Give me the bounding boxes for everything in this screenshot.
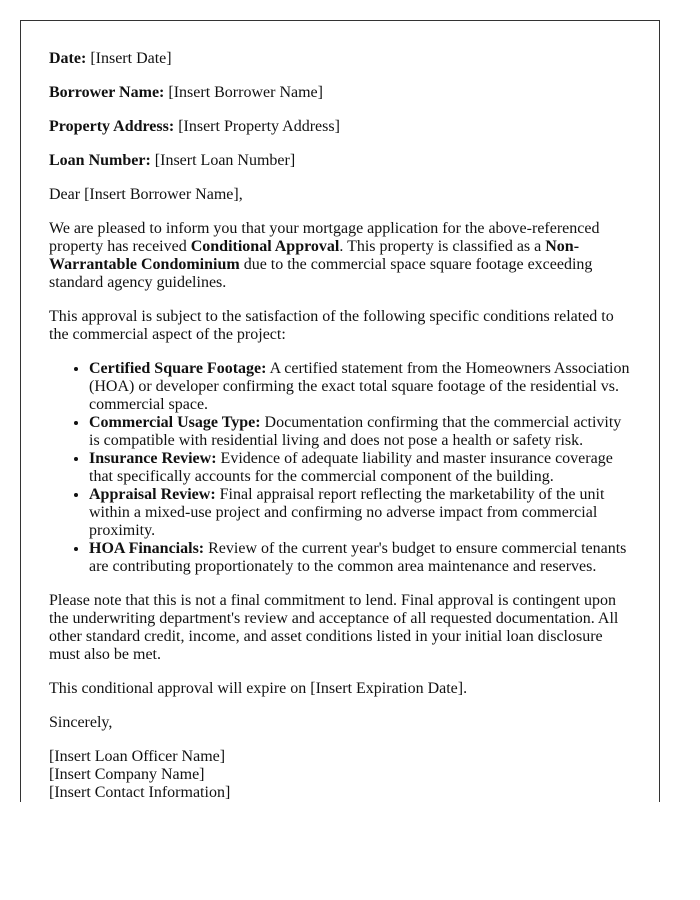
signature-block xyxy=(49,748,631,802)
salutation: Dear [Insert Borrower Name], xyxy=(49,186,243,203)
property-address-field xyxy=(49,118,631,136)
date-value: [Insert Date] xyxy=(90,50,172,67)
condition-title: Commercial Usage Type: xyxy=(89,414,261,431)
date-field xyxy=(49,50,631,68)
condition-text: Review of the current year's budget to ensure commercial tenants are contributing proportionately to the common area maintenance and reserves. xyxy=(89,540,627,575)
condition-title: HOA Financials: xyxy=(89,540,205,557)
disclaimer-paragraph: Please note that this is not a final commitment to lend. Final approval is contingent upon the underwriting department's review and acceptance of all requested documentation. All other standard credit, income, and asset conditions listed in your initial loan disclosure must also be met. xyxy=(49,592,619,663)
conditions-intro: This approval is subject to the satisfaction of the following specific conditions related to the commercial aspect of the project: xyxy=(49,308,614,343)
condition-title: Certified Square Footage: xyxy=(89,360,267,377)
borrower-name-field xyxy=(49,84,631,102)
condition-text: Final appraisal report reflecting the marketability of the unit within a mixed-use project and confirming no adverse impact from commercial proximity. xyxy=(89,486,605,539)
intro-text-3: due to the commercial space square footage exceeding standard agency guidelines. xyxy=(49,256,593,291)
company-name: [Insert Company Name] xyxy=(49,766,205,783)
intro-text-1: We are pleased to inform you that your mortgage application for the above-referenced property has received xyxy=(49,220,600,255)
condition-title: Insurance Review: xyxy=(89,450,217,467)
condition-title: Appraisal Review: xyxy=(89,486,216,503)
condition-item xyxy=(89,360,631,414)
intro-text-2: . This property is classified as a xyxy=(339,238,546,255)
closing: Sincerely, xyxy=(49,714,113,731)
contact-information: [Insert Contact Information] xyxy=(49,784,231,801)
condition-text: Documentation confirming that the commercial activity is compatible with residential living and does not pose a health or safety risk. xyxy=(89,414,622,449)
condition-text: A certified statement from the Homeowners Association (HOA) or developer confirming the exact total square footage of the residential vs. commercial space. xyxy=(89,360,630,413)
loan-officer-name: [Insert Loan Officer Name] xyxy=(49,748,226,765)
condition-item xyxy=(89,450,631,486)
condition-item xyxy=(89,486,631,540)
borrower-name-label: Borrower Name: xyxy=(49,84,165,101)
intro-paragraph xyxy=(49,220,631,292)
conditions-list xyxy=(49,360,631,576)
property-address-label: Property Address: xyxy=(49,118,175,135)
condition-item xyxy=(89,540,631,576)
letter-page xyxy=(20,20,660,802)
condition-item xyxy=(89,414,631,450)
condition-text: Evidence of adequate liability and master insurance coverage that specifically accounts for the commercial component of the building. xyxy=(89,450,613,485)
property-address-value: [Insert Property Address] xyxy=(178,118,340,135)
loan-number-label: Loan Number: xyxy=(49,152,151,169)
loan-number-field xyxy=(49,152,631,170)
conditional-approval-emphasis: Conditional Approval xyxy=(190,238,340,255)
expiration-paragraph: This conditional approval will expire on [Insert Expiration Date]. xyxy=(49,680,468,697)
date-label: Date: xyxy=(49,50,87,67)
non-warrantable-emphasis: Non-Warrantable Condominium xyxy=(49,238,580,273)
loan-number-value: [Insert Loan Number] xyxy=(154,152,296,169)
borrower-name-value: [Insert Borrower Name] xyxy=(168,84,323,101)
